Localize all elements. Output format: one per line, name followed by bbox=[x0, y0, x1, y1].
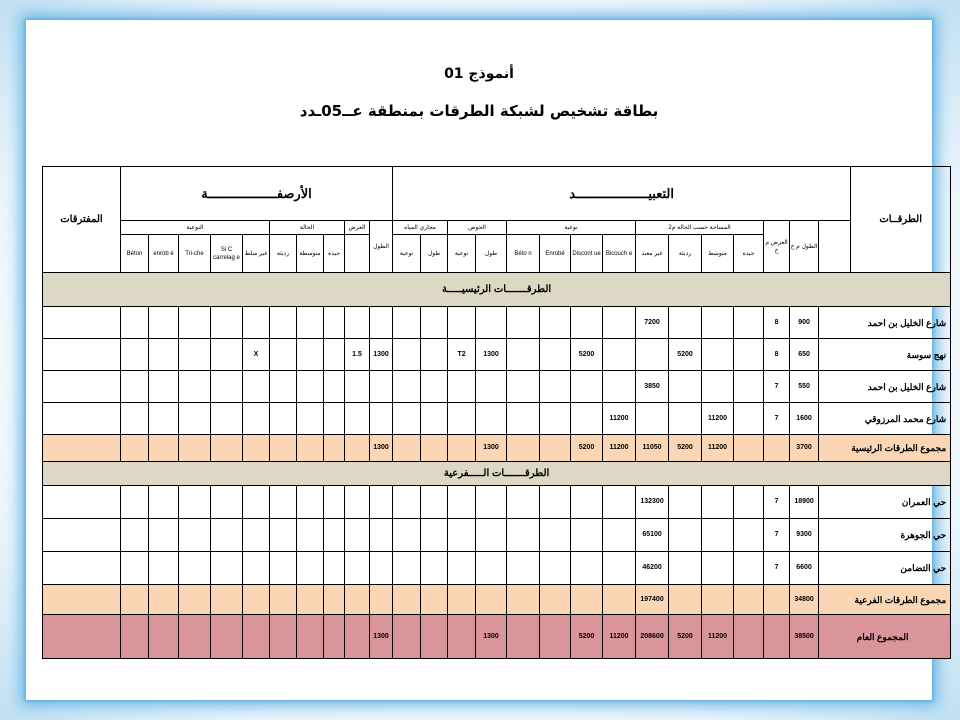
sw-type-header: النوعية bbox=[121, 221, 270, 235]
table-row: 11200 11200 7 1600 شارع محمد المرزوقي bbox=[43, 403, 951, 435]
beton-col: Béto n bbox=[507, 235, 540, 273]
paving-header: التعبيـــــــــــــــــــد bbox=[393, 167, 851, 221]
dr-length-col: طول bbox=[421, 235, 448, 273]
table-row: X 1.5 1300 T2 1300 5200 5200 8 650 نهج سوسة bbox=[43, 339, 951, 371]
document-page bbox=[26, 20, 947, 700]
main-sum-label: مجموع الطرقات الرئيسية bbox=[819, 435, 951, 462]
area-state-header: المساحة حسب الحالة م2 bbox=[636, 221, 764, 235]
sw-length-header: الطول bbox=[370, 221, 393, 273]
gutter-type-col: نوعية bbox=[448, 235, 476, 273]
type-header: نوعية bbox=[507, 221, 636, 235]
sw-state-header: الحالة bbox=[270, 221, 345, 235]
enrobe-col: Enrobé bbox=[540, 235, 571, 273]
secondary-section-header: الطرقـــــــات الـــــفرعية bbox=[43, 462, 951, 486]
gutter-header: الحوض bbox=[448, 221, 507, 235]
table-row: 7200 8 900 شارع الخليل بن احمد bbox=[43, 307, 951, 339]
grand-total-row: 1300 1300 5200 11200 208600 5200 11200 38500 المجموع العام bbox=[43, 615, 951, 659]
width-header: العرض م خ bbox=[764, 221, 790, 273]
diagnosis-table bbox=[42, 166, 951, 659]
bad-col: رديئة bbox=[669, 235, 702, 273]
table-row: 46200 7 6600 حي التضامن bbox=[43, 552, 951, 585]
bicouche-col: Bicouch e bbox=[603, 235, 636, 273]
street-name: حي العمران bbox=[819, 486, 951, 519]
street-name: نهج سوسة bbox=[819, 339, 951, 371]
street-name: شارع الخليل بن احمد bbox=[819, 307, 951, 339]
sw-width-col bbox=[345, 235, 370, 273]
sw-unpaved-col: غير مبلط bbox=[243, 235, 270, 273]
medium-col: متوسط bbox=[702, 235, 734, 273]
table-row: 132300 7 18900 حي العمران bbox=[43, 486, 951, 519]
main-section-header: الطرقـــــــات الرئيسيـــــة bbox=[43, 273, 951, 307]
sw-enrobe-col: enrob é bbox=[149, 235, 179, 273]
sw-medium-col: متوسطة bbox=[297, 235, 324, 273]
sw-bad-col: رديئة bbox=[270, 235, 297, 273]
gutter-length-col: طول bbox=[476, 235, 507, 273]
street-name: حي التضامن bbox=[819, 552, 951, 585]
discont-col: Discont ue bbox=[571, 235, 603, 273]
length-header: الطول م خ bbox=[790, 221, 819, 273]
table-row: 3850 7 550 شارع الخليل بن احمد bbox=[43, 371, 951, 403]
street-name: شارع محمد المرزوقي bbox=[819, 403, 951, 435]
dr-type-col: نوعية bbox=[393, 235, 421, 273]
drainage-header: مجاري المياه bbox=[393, 221, 448, 235]
street-name: شارع الخليل بن احمد bbox=[819, 371, 951, 403]
street-name: حي الجوهرة bbox=[819, 519, 951, 552]
sw-beton-col: Béton bbox=[121, 235, 149, 273]
document-title: أنموذج 01 bbox=[444, 66, 514, 82]
table-row: 65100 7 9300 حي الجوهرة bbox=[43, 519, 951, 552]
document-subtitle: بطاقة تشخيص لشبكة الطرقات بمنطقة عــ05ـدد bbox=[299, 102, 659, 120]
good-col: جيدة bbox=[734, 235, 764, 273]
sw-width-header: العرض bbox=[345, 221, 370, 235]
streets-header: الطرقــات bbox=[851, 167, 951, 273]
grand-total-label: المجموع العام bbox=[819, 615, 951, 659]
sw-carrelage-col: Si C carrelag e bbox=[211, 235, 243, 273]
unpaved-col: غير معبد bbox=[636, 235, 669, 273]
secondary-sum-label: مجموع الطرقات الفرعية bbox=[819, 585, 951, 615]
sidewalks-header: الأرصفــــــــــــــــــة bbox=[121, 167, 393, 221]
intersections-header: المفترقات bbox=[43, 167, 121, 273]
secondary-sum-row: 197400 34800 مجموع الطرقات الفرعية bbox=[43, 585, 951, 615]
sw-tricouche-col: Tri-che bbox=[179, 235, 211, 273]
main-sum-row: 1300 1300 5200 11200 11050 5200 11200 3700 مجموع الطرقات الرئيسية bbox=[43, 435, 951, 462]
sw-good-col: جيدة bbox=[324, 235, 345, 273]
